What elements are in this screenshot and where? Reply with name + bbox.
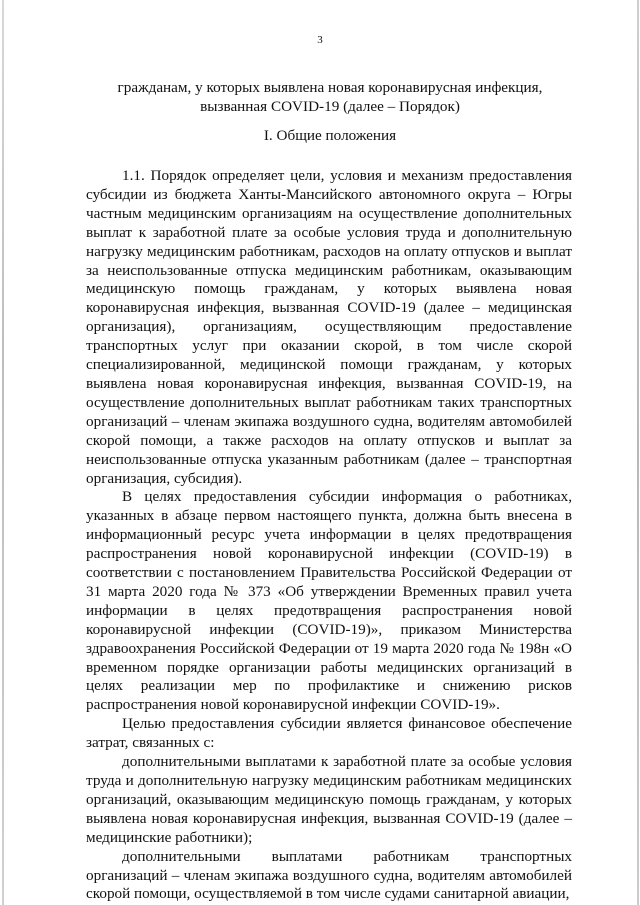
paragraph-subsidy-goal: Целью предоставления субсидии является финансовое обеспечение затрат, связанных с:	[86, 715, 572, 752]
title-line-1: гражданам, у которых выявлена новая коронавирусная инфекция,	[117, 79, 543, 96]
scan-edge-right	[637, 0, 639, 905]
paragraph-info-requirement: В целях предоставления субсидии информация о работниках, указанных в абзаце первом настоящего пункта, должна быть внесена в информационный ресурс учета информации в целях предотвращения распространения новой коронавирусной инфекции (COVID-19) в соответствии с постановлением Правительства Российской Федерации от 31 марта 2020 года № 373 «Об утверждении Временных правил учета информации в целях предотвращения распространения новой коронавирусной инфекции (COVID-19)», приказом Министерства здравоохранения Российской Федерации от 19 марта 2020 года № 198н «О временном порядке организации работы медицинских организаций в целях реализации мер по профилактике и снижению рисков распространения новой коронавирусной инфекции COVID-19».	[86, 488, 572, 714]
paragraph-1-1: 1.1. Порядок определяет цели, условия и механизм предоставления субсидии из бюджета Ханты-Мансийского автономного округа – Югры частным медицинским организациям на осуществление дополнительных выплат к заработной плате за особые условия труда и дополнительную нагрузку медицинским работникам, расходов на оплату отпусков и выплат за неиспользованные отпуска медицинским работникам, оказывающим медицинскую помощь гражданам, у которых выявлена новая коронавирусная инфекция, вызванная COVID-19 (далее – медицинская организация), организациям, осуществляющим предоставление транспортных услуг при оказании скорой, в том числе скорой специализированной, медицинской помощи гражданам, у которых выявлена новая коронавирусная инфекция, вызванная COVID-19, на осуществление дополнительных выплат работникам таких транспортных организаций – членам экипажа воздушного судна, водителям автомобилей скорой помощи, а также расходов на оплату отпусков и выплат за неиспользованные отпуска указанным работникам (далее – транспортная организация, субсидия).	[86, 167, 572, 487]
document-title	[60, 78, 600, 116]
paragraph-transport-payments: дополнительными выплатами работникам транспортных организаций – членам экипажа воздушного судна, водителям автомобилей скорой помощи, осуществляемой в том числе судами санитарной авиации,	[86, 847, 572, 903]
page-number: 3	[317, 34, 323, 46]
paragraph-medical-payments: дополнительными выплатами к заработной плате за особые условия труда и дополнительную нагрузку медицинским работникам медицинских организаций, оказывающим медицинскую помощь гражданам, у которых выявлена новая коронавирусная инфекция, вызванная COVID-19 (далее – медицинские работники);	[86, 753, 572, 846]
section-heading: I. Общие положения	[263, 127, 397, 144]
body-text	[86, 167, 572, 904]
scan-edge-left	[2, 0, 4, 905]
title-line-2: вызванная COVID-19 (далее – Порядок)	[200, 98, 460, 115]
